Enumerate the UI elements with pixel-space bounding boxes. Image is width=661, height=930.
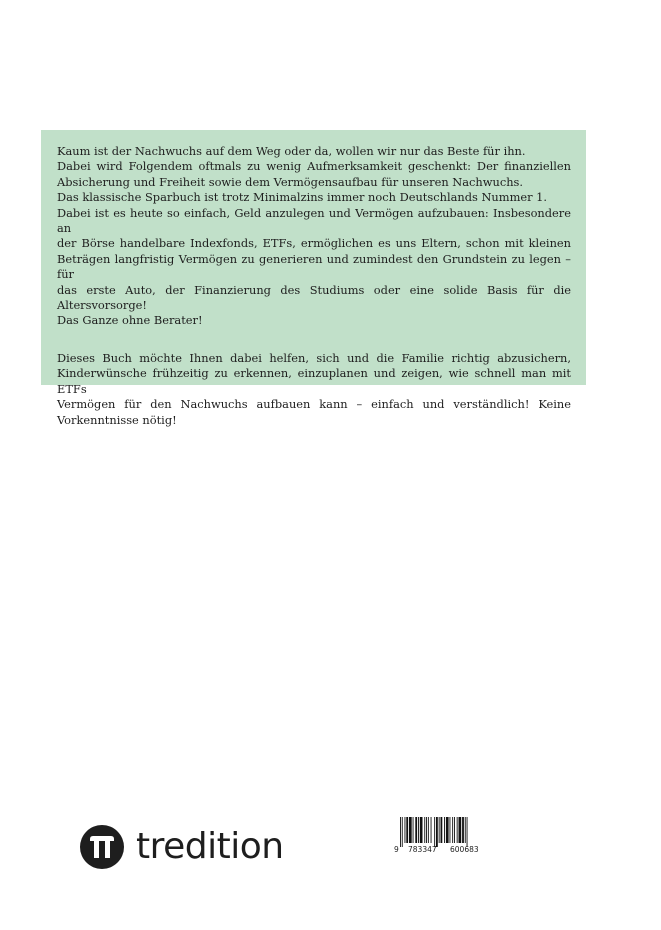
blurb-line: Kinderwünsche frühzeitig zu erkennen, einzuplanen und zeigen, wie schnell man mit ETFs — [57, 366, 571, 396]
blurb-line: Das klassische Sparbuch ist trotz Minimalzins immer noch Deutschlands Nummer 1. — [57, 190, 548, 205]
barcode-bars — [400, 817, 490, 847]
blurb-line: Dieses Buch möchte Ihnen dabei helfen, sich und die Familie richtig abzusichern, — [57, 350, 571, 365]
back-cover-blurb — [41, 130, 586, 427]
blurb-line: Vermögen für den Nachwuchs aufbauen kann – einfach und verständlich! Keine — [57, 397, 571, 412]
blurb-paragraph-1 — [57, 144, 571, 329]
paragraph-gap — [57, 329, 571, 351]
tredition-logo-icon — [80, 825, 124, 869]
publisher-name: tredition — [136, 826, 284, 867]
publisher-logo — [80, 824, 284, 870]
blurb-line: Dabei wird Folgendem oftmals zu wenig Aufmerksamkeit geschenkt: Der finanziellen — [57, 159, 571, 174]
barcode-group-right: 600683 — [450, 845, 479, 854]
blurb-line: Beträgen langfristig Vermögen zu generieren und zumindest den Grundstein zu legen – für — [57, 251, 571, 282]
isbn-barcode — [394, 817, 492, 857]
blurb-line: Das Ganze ohne Berater! — [57, 313, 203, 328]
barcode-digit-first: 9 — [394, 845, 399, 854]
blurb-line: das erste Auto, der Finanzierung des Studiums oder eine solide Basis für die Altersvorsorge! — [57, 282, 571, 313]
blurb-line: Vorkenntnisse nötig! — [57, 412, 177, 427]
blurb-line: der Börse handelbare Indexfonds, ETFs, ermöglichen es uns Eltern, schon mit kleinen — [57, 236, 571, 251]
blurb-line: Absicherung und Freiheit sowie dem Vermögensaufbau für unseren Nachwuchs. — [57, 174, 524, 189]
blurb-line: Kaum ist der Nachwuchs auf dem Weg oder da, wollen wir nur das Beste für ihn. — [57, 144, 526, 158]
blurb-line: Dabei ist es heute so einfach, Geld anzulegen und Vermögen aufzubauen: Insbesondere an — [57, 205, 571, 236]
blurb-paragraph-2 — [57, 351, 571, 428]
barcode-group-left: 783347 — [408, 845, 437, 854]
